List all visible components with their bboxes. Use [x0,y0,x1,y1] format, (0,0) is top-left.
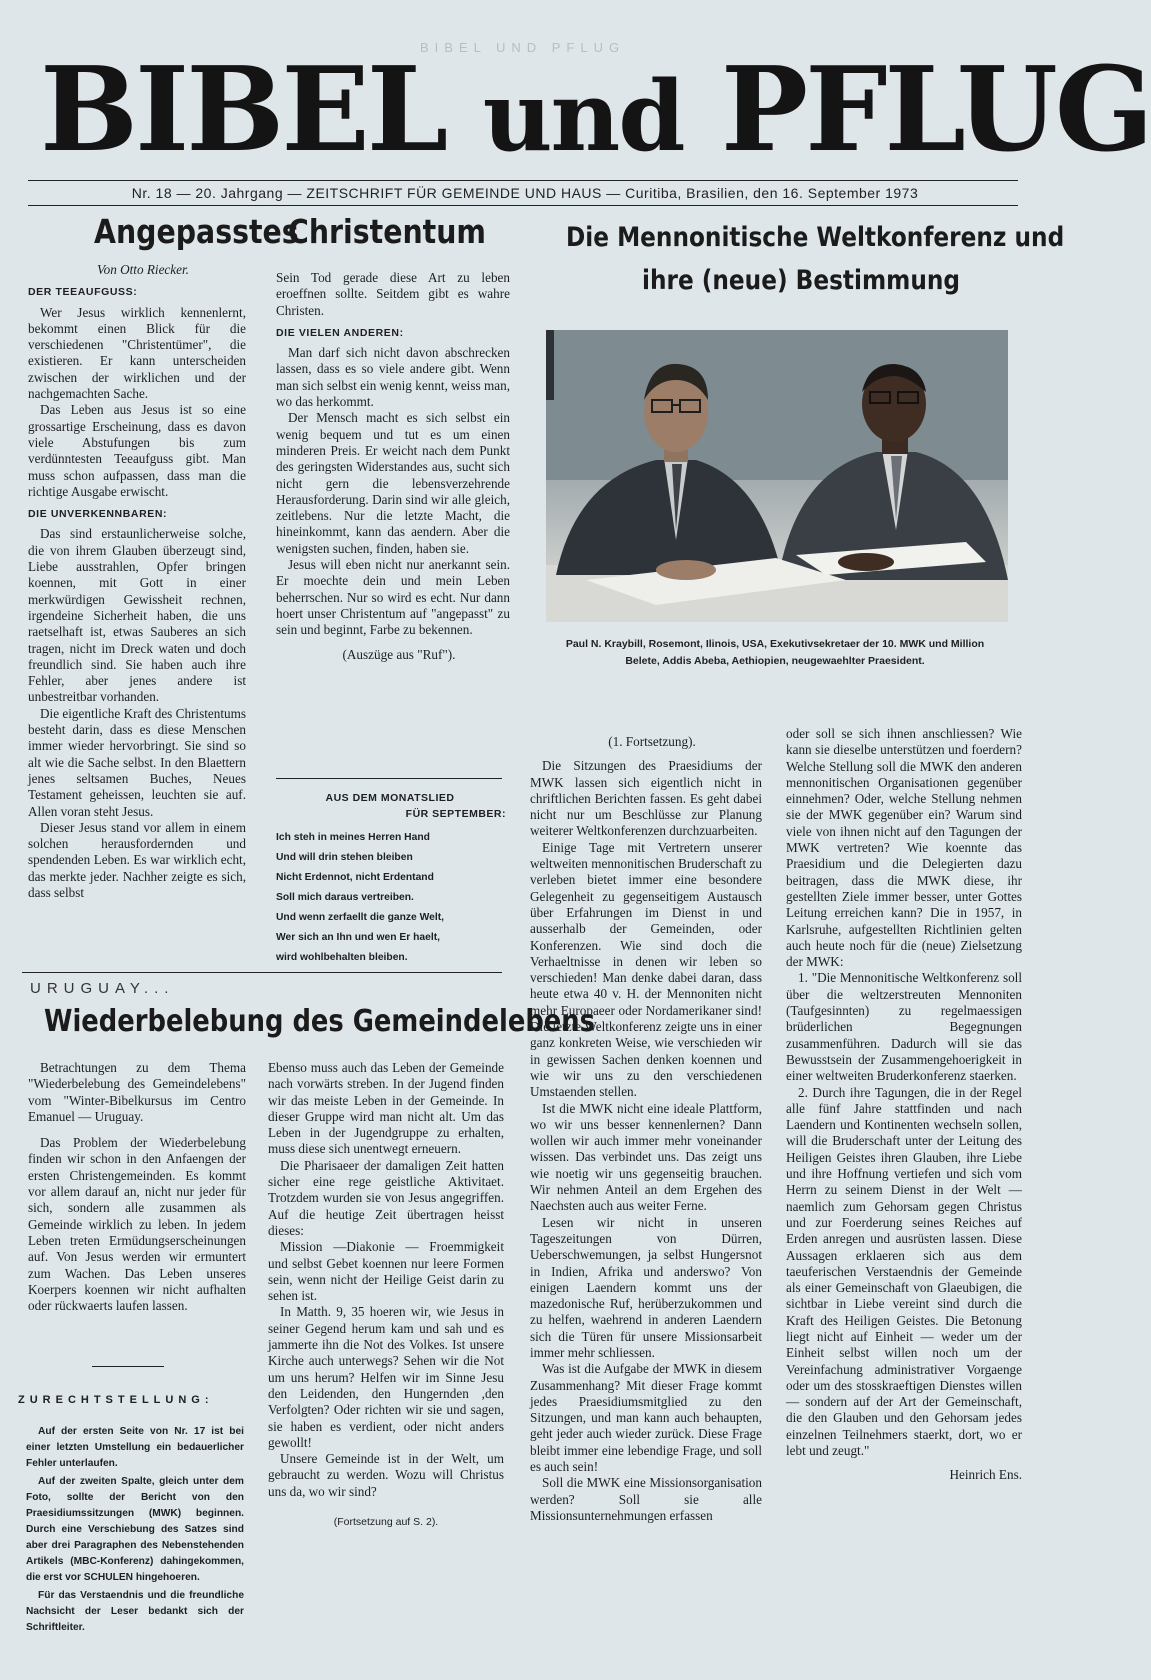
article1-headline-left: Angepasstes [94,212,299,251]
hymn-line: Ich steh in meines Herren Hand [276,832,430,843]
hymn-line: Wer sich an Ihn und wen Er haelt, [276,932,441,943]
paragraph: Man darf sich nicht davon abschrecken lassen, dass es so viele andere gibt. Wenn man sich selbst ein wenig kennt, weiss man, wo das herkommt. [276,345,510,410]
article2-headline-line1: Die Mennonitische Weltkonferenz und [566,222,1065,253]
signature: Heinrich Ens. [949,1467,1022,1483]
paragraph: Jesus will eben nicht nur anerkannt sein. Er moechte dein und mein Leben beherrschen. Nur so wird es echt. Nur dann hoert unser Christentum auf "angepasst" zu sein und beginnt, Farbe zu bekennen. [276,557,510,638]
hymn-heading-1: AUS DEM MONATSLIED [325,792,455,804]
paragraph: Die eigentliche Kraft des Christentums besteht darin, dass es diese Menschen immer wieder hervorbringt. Sie sind so alt wie die Sache selbst. In den Blaettern jenes seltsamen Buches, Neues Testament geheissen, leuchten sie auf. Allen voran steht Jesus. [28,705,246,819]
article1-headline-right: Christentum [288,212,487,251]
article2-headline-line2: ihre (neue) Bestimmung [642,265,961,296]
note-line: (1. Fortsetzung). [608,734,696,749]
paragraph: Betrachtungen zu dem Thema "Wiederbelebung des Gemeindelebens" vom "Winter-Bibelkursus im Centro Emanuel — Uruguay. [28,1060,246,1124]
paragraph: Dieser Jesus stand vor allem in einem solchen herausfordernden und spendenden Leben. Es war wirklich echt, das merkte jeder. Nachher zeigte es sich, dass selbst [28,819,246,900]
paragraph: 1. "Die Mennonitische Weltkonferenz soll über die weltzerstreuten Mennoniten (Taufgesinnten) zu regelmaessigen brüderlichen Begegnungen zusammenführen. Dadurch will sie das Bewusstsein der Zusammengehoerigkeit in einer weltweiten Bruderkonferenz staerken. [786,970,1022,1084]
issue-line: Nr. 18 — 20. Jahrgang — ZEITSCHRIFT FÜR GEMEINDE UND HAUS — Curitiba, Brasilien, den 16. September 1973 [131,185,919,201]
correction-rule [92,1366,164,1367]
photo-illustration [546,330,1008,622]
article3-column-2 [268,1060,504,1530]
paragraph: Mission —Diakonie — Froemmigkeit und selbst Gebet koennen nur leere Formen sein, wenn nicht der Heilige Geist darin zu sehen ist. [268,1239,504,1304]
hymn-line: Und will drin stehen bleiben [276,852,413,863]
paragraph: oder soll se sich ihnen anschliessen? Wie kann sie dieselbe unterstützen und foerdern? Welche Stellung soll die MWK den anderen mennonitischen Organisationen gegenüber einnehmen? Oder, welche Stellung nehmen sie der MWK gegenüber ein? Warum sind viele von ihnen nicht auf den Tagungen der MWK vertreten? Wie koennte das Praesidium und die Delegierten dazu beitragen, dass die MWK diese, ihr gestellten Ziele immer besser, unter Gottes Leitung erreichen kann? Die in 1957, in Karlsruhe, aufgestellten Richtlinien gelten auch heute noch für die (neue) Zielsetzung der MWK: [786,726,1022,970]
paragraph: Ist die MWK nicht eine ideale Plattform, wo wir uns besser kennenlernen? Dann wollen wir auch immer mehr voneinander wissen. Das verbindet uns. Das zeigt uns wie noetig wir uns gegenseitig brauchen. Wir nehmen Anteil an dem Ergehen des Naechsten auch aus weiter Ferne. [530,1100,762,1214]
paragraph: Sein Tod gerade diese Art zu leben eroeffnen sollte. Seitdem gibt es wahre Christen. [276,270,510,318]
paragraph: Das Problem der Wiederbelebung finden wir schon in den Anfaengen der ersten Christengemeinden. Es kommt vor allem darauf an, nicht nur jeder für sich, sondern alle zusammen als Gemeinde wirklich zu leben. In jedem Leben treten Ermüdungserscheinungen auf. Von Jesus werden wir ermuntert zum Wachen. Das Leben unseres Koerpers koennen wir nicht aufhalten oder rückwaerts laufen lassen. [28,1135,246,1314]
article2-column-2 [786,726,1022,1484]
article3-headline: Wiederbelebung des Gemeindelebens [44,1004,596,1039]
paragraph: Lesen wir nicht in unseren Tageszeitungen von Dürren, Ueberschwemungen, ja selbst Hungersnot in Indien, Afrika und anderswo? Von einigen Laendern kommt uns der mazedonische Ruf, herüberzukommen und zu helfen, waehrend in anderen Laendern sich die Türen für unsere Missionsarbeit immer mehr schliessen. [530,1214,762,1360]
hymn-line: Und wenn zerfaellt die ganze Welt, [276,912,445,923]
correction-paragraph: Auf der zweiten Spalte, gleich unter dem Foto, sollte der Bericht von den Praesidiumssitzungen (MWK) beginnen. Durch eine Verschiebung des Satzes sind aber drei Paragraphen des Nebenstehenden Artikels (MBC-Konferenz) dahingekommen, die erst vor SCHULEN hingehoeren. [26,1476,244,1583]
hymn-line: Soll mich daraus vertreiben. [276,892,414,903]
masthead-title [40,42,1151,178]
section-rule [22,972,502,973]
subheading: DER TEEAUFGUSS: [28,286,138,299]
article1-byline: Von Otto Riecker. [97,262,189,277]
masthead-title-left: BIBEL [40,42,446,178]
masthead-bleedthrough: BIBEL UND PFLUG [420,40,626,55]
correction-title: ZURECHTSTELLUNG: [18,1394,214,1406]
paragraph: 2. Durch ihre Tagungen, die in der Regel alle fünf Jahre stattfinden und nach Laendern und Kontinenten wechseln sollen, will die Bruderschaft unter der Leitung des Heiligen Geistes ihren Glauben, ihre Liebe und ihre Hoffnung vertiefen und sich vom Herrn zu seinem Dienst in der Welt — naemlich zum Gehorsam gegen Christus und zur Foerderung seines Reiches auf Erden anregen und ausrüsten lassen. Diese Aussagen erklaeren sich aus dem taeuferischen Verstaendnis der Gemeinde als einer Gemeinschaft von Glaeubigen, die sichtbar in Liebe vereint sind durch die Kraft des Heiligen Geistes. Die Betonung liegt nicht auf Einheit — weder um der Einheit selbst willen noch um der Vereinfachung administrativer Vorgaenge oder um des stosskraeftigen Dienstes willen — sondern auf der Art der Gemeinschaft, die den Glauben und den Gehorsam jedes einzelnen Teilnehmers staerkt, dort, wo er lebt und zeugt." [786,1084,1022,1459]
spacer [28,1125,246,1135]
subheading: DIE VIELEN ANDEREN: [276,326,404,339]
masthead-rule-bottom [28,205,1018,206]
masthead-title-right: PFLUG [720,42,1151,178]
paragraph: Was ist die Aufgabe der MWK in diesem Zusammenhang? Mit dieser Frage kommt jedes Praesidiumsmitglied zu den Sitzungen, und man kann auch behaupten, geht jeder auch wieder zurück. Diese Frage bleibt immer eine lebendige Frage, und soll es auch sein! [530,1361,762,1475]
article3-kicker: URUGUAY... [30,980,175,997]
masthead-rule-top [28,180,1018,181]
article3-column-1 [28,1060,246,1314]
correction-paragraph: Auf der ersten Seite von Nr. 17 ist bei einer letzten Umstellung ein bedauerlicher Fehler unterlaufen. [26,1426,244,1469]
photo-caption: Paul N. Kraybill, Rosemont, Ilinois, USA, Exekutivsekretaer der 10. MWK und Million Belete, Addis Abeba, Aethiopien, neugewaehlter Praesident. [565,638,985,667]
article1-column-2 [276,270,510,671]
article1-column-1 [28,262,246,901]
conference-photo [546,330,1008,622]
article2-column-1 [530,726,762,1524]
hymn-heading-2: FÜR SEPTEMBER: [405,808,506,820]
paragraph: Die Sitzungen des Praesidiums der MWK lassen sich eigentlich nicht in chriftlichen Berichten fassen. Es geht dabei nicht nur um Beschlüsse zur Planung weiterer Weltkonferenzen durchzuarbeiten. [530,758,762,839]
paragraph: In Matth. 9, 35 hoeren wir, wie Jesus in seiner Gegend herum kam und sah und es jammerte ihn die Not des Volkes. Ist unsere Kirche auch unterwegs? Sehen wir die Not um uns herum? Helfen wir im Sinne Jesu den Leidenden, den Hungernden ,den Verfolgten? Oder richten wir sie und sagen, sie haben es verdient, oder nicht anders gewollt! [268,1304,504,1450]
hymn-rule [276,778,502,779]
correction-paragraph: Für das Verstaendnis und die freundliche Nachsicht der Leser bedankt sich der Schriftleiter. [26,1590,244,1633]
masthead-title-mid: und [482,60,684,173]
paragraph: Unsere Gemeinde ist in der Welt, um gebraucht zu werden. Wozu will Christus uns da, wo wir sind? [268,1451,504,1499]
paragraph: Soll die MWK eine Missionsorganisation werden? Soll sie alle Missionsunternehmungen erfassen [530,1475,762,1523]
paragraph: Die Pharisaeer der damaligen Zeit hatten sicher eine rege geistliche Aktivitaet. Trotzdem wurden sie von Jesus angegriffen. Auf die heutige Zeit übertragen heisst dieses: [268,1157,504,1238]
paragraph: Ebenso muss auch das Leben der Gemeinde nach vorwärts streben. In der Jugend finden wir das meiste Leben in der Gemeinde. In dieser Gruppe wird man nicht alt. Um das Leben in der Jugendgruppe zu erhalten, muss diese sich unentwegt erneuern. [268,1060,504,1157]
hymn-box [274,790,506,968]
paragraph: Einige Tage mit Vertretern unserer weltweiten mennonitischen Bruderschaft zu verleben bietet immer eine besondere Gelegenheit zu gegenseitigem Austausch über Erfahrungen im Dienst in und ausserhalb der Gemeinden, oder Konferenzen. Wie sind doch die Verhaeltnisse in denen wir leben so verschieden! Man denke dabei daran, dass heute etwa 40 v. H. der Mennoniten nicht mehr Europaeer oder Nordamerikaner sind! Die letzte Weltkonferenz zeigte uns in einer ganz konkreten Weise, wie verschieden wir in gewissen Sachen denken koennen und wie wir uns zu den verschiedenen Umstaenden stellen. [530,839,762,1100]
hymn-line: wird wohlbehalten bleiben. [276,952,408,963]
paragraph: Wer Jesus wirklich kennenlernt, bekommt einen Blick für die verschiedenen "Christentümer", die existieren. Er kann unterscheiden zwischen der wirklichen und der nachgemachten Sache. [28,304,246,402]
note-line: (Auszüge aus "Ruf"). [342,646,456,662]
subheading: DIE UNVERKENNBAREN: [28,508,168,521]
paragraph: Das sind erstaunlicherweise solche, die von ihrem Glauben überzeugt sind, Liebe ausstrahlen, Opfer bringen koennen, mit Gott in einer merkwürdigen Gewissheit rechnen, irgendeine Sicherheit haben, die uns raetselhaft ist, etwas Sauberes an sich tragen, nicht im Dreck waten und doch freundlich sind. Sie haben auch ihre Fehler, aber jenes andere ist unbestreitbar vorhanden. [28,526,246,705]
hymn-line: Nicht Erdennot, nicht Erdentand [276,872,434,883]
paragraph: Der Mensch macht es sich selbst ein wenig bequem und tut es um einen minderen Preis. Er weicht nach dem Punkt des geringsten Widerstandes aus, sucht sich nicht gern die lebensverzehrende Herausforderung. Darin sind wir alle gleich, zeitlebens. Nur die letzte Macht, die hineinkommt, kann das aendern. Aber die wenigsten suchen, finden, haben sie. [276,410,510,556]
article3-continuation: (Fortsetzung auf S. 2). [333,1516,439,1529]
correction-box [26,1424,244,1638]
paragraph: Das Leben aus Jesus ist so eine grossartige Erscheinung, dass es davon viele Abstufungen bis zum verdünntesten Teeaufguss gibt. Man muss schon aufpassen, dass man die richtige Ausgabe erwischt. [28,402,246,499]
